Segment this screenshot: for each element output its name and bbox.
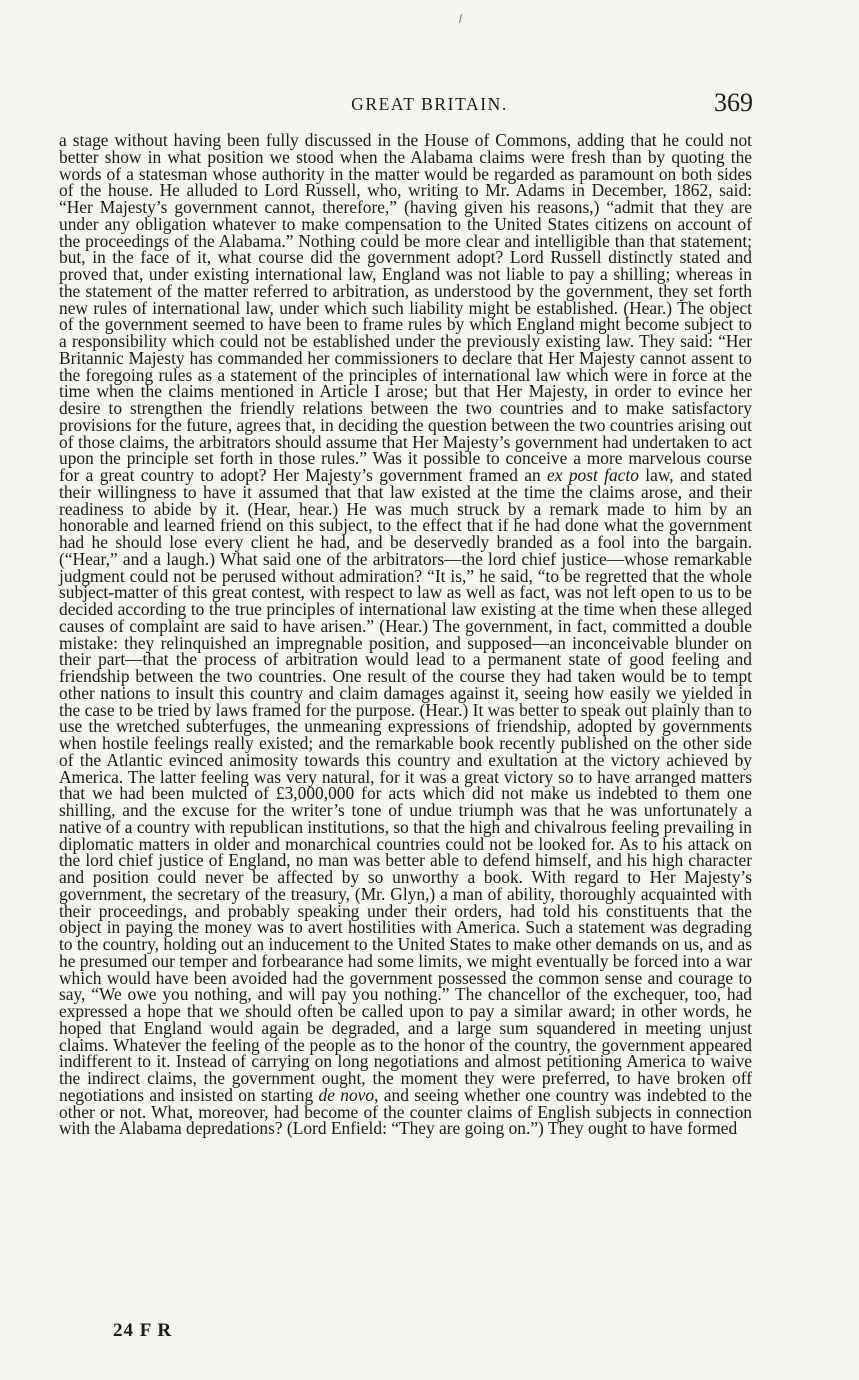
ink-mark (459, 14, 462, 23)
running-title: GREAT BRITAIN. (351, 94, 508, 114)
italic-phrase-ex-post-facto: ex post facto (547, 465, 639, 485)
signature-mark: 24 F R (113, 1320, 173, 1341)
body-text-part-3: , and seeing whether one country was indebted to the other or not. What, moreover, had become of the counter claims of English subjects in connection with the Alabama depredations? (Lord Enfield: “They are going on.”) They ought to have formed (59, 1084, 752, 1139)
italic-phrase-de-novo: de novo (318, 1084, 375, 1105)
body-text-part-1: a stage without having been fully discussed in the House of Commons, adding that he could not better show in what position we stood when the Alabama claims were fresh than by quoting the words of a statesman whose authority in the matter would be regarded as paramount on both sides of the house. He alluded to Lord Russell, who, writing to Mr. Adams in December, 1862, said: “Her Majesty’s government cannot, therefore,” (having given his reasons,) “admit that they are under any obligation whatever to make compensation to the United States citizens on account of the proceedings of the Alabama.” Nothing could be more clear and intelligible than that statement; but, in the face of it, what course did the government adopt? Lord Russell distinctly stated and proved that, under existing international law, England was not liable to pay a shilling; whereas in the statement of the matter referred to arbitration, as understood by the government, they set forth new rules of international law, under which such liability might be established. (Hear.) The object of the government seemed to have been to frame rules by which England might become subject to a responsibility which could not be established under the previously existing law. They said: “Her Britannic Majesty has commanded her commissioners to declare that Her Majesty cannot assent to the foregoing rules as a statement of the principles of international law which were in force at the time when the claims mentioned in Article I arose; but that Her Majesty, in order to evince her desire to strengthen the friendly relations between the two countries and to make satisfactory provisions for the future, agrees that, in deciding the question between the two countries arising out of those claims, the arbitrators should assume that Her Majesty’s government had undertaken to act upon the principle set forth in those rules.” Was it possible to conceive a more marvelous course for a great country to adopt? Her Majesty’s government framed an (59, 130, 752, 485)
page-number: 369 (714, 88, 753, 117)
page-header (0, 88, 859, 122)
body-text-part-2: law, and stated their willingness to have it assumed that that law existed at the time the claims arose, and their readiness to abide by it. (Hear, hear.) He was much struck by a remark made to him by an honorable and learned friend on this subject, to the effect that if he had done what the government had he should lose every client he had, and be deservedly branded as a fool into the bargain. (“Hear,” and a laugh.) What said one of the arbitrators—the lord chief justice—whose remarkable judgment could not be perused without admiration? “It is,” he said, “to be regretted that the whole subject-matter of this great contest, with respect to law as well as fact, was not left open to us to be decided according to the true principles of international law existing at the time when these alleged causes of complaint are said to have arisen.” (Hear.) The government, in fact, committed a double mistake: they relinquished an impregnable position, and supposed—an inconceivable blunder on their part—that the process of arbitration would lead to a permanent state of good feeling and friendship between the two countries. One result of the course they had taken would be to tempt other nations to insult this country and claim damages against it, seeing how easily we yielded in the case to be tried by laws framed for the purpose. (Hear.) It was better to speak out plainly than to use the wretched subterfuges, the unmeaning expressions of friendship, adopted by governments when hostile feelings really existed; and the remarkable book recently published on the other side of the Atlantic evinced animosity towards this country and exultation at the victory achieved by America. The latter feeling was very natural, for it was a great victory so to have arranged matters that we had been mulcted of £3,000,000 for acts which did not make us indebted to them one shilling, and the excuse for the writer’s tone of undue triumph was that he was unfortunately a native of a country with republican institutions, so that the high and chivalrous feeling prevailing in diplomatic matters in older and monarchical countries could not be looked for. As to his attack on the lord chief justice of England, no man was better able to defend himself, and his high character and position could never be affected by so unworthy a book. With regard to Her Majesty’s government, the secretary of the treasury, (Mr. Glyn,) a man of ability, thoroughly acquainted with their proceedings, and probably speaking under their orders, had told his constituents that the object in paying the money was to avert hostilities with America. Such a statement was degrading to the country, holding out an inducement to the United States to make other demands on us, and as he presumed our temper and forbearance had some limits, we might eventually be forced into a war which would have been avoided had the government possessed the common sense and courage to say, “We owe you nothing, and will pay you nothing.” The chancellor of the exchequer, too, had expressed a hope that we should often be called upon to pay a similar award; in other words, he hoped that England would again be degraded, and a large sum squandered in meeting unjust claims. Whatever the feeling of the people as to the honor of the country, the government appeared indifferent to it. Instead of carrying on long negotiations and almost petitioning America to waive the indirect claims, the government ought, the moment they were preferred, to have broken off negotiations and insisted on starting (59, 465, 752, 1105)
body-paragraph (59, 132, 752, 1137)
